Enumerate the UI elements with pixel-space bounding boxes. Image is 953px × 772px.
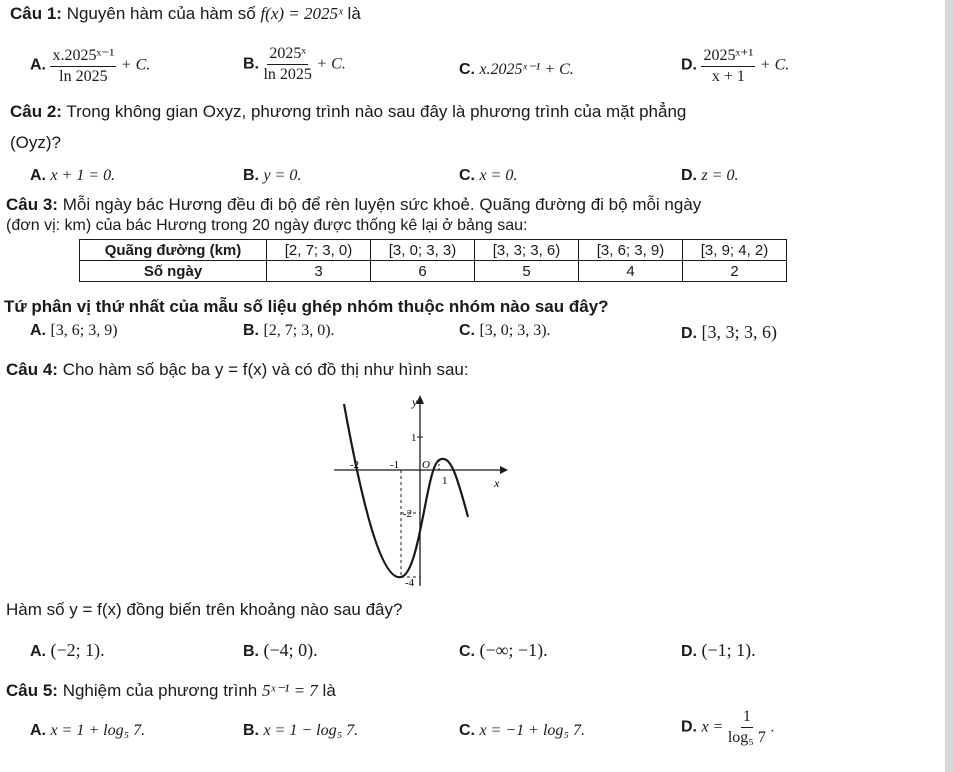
fraction xyxy=(263,45,311,84)
option-tail: + C. xyxy=(120,56,151,74)
option-expr: [3, 3; 3, 6) xyxy=(701,322,777,342)
q1-option-b[interactable] xyxy=(243,45,346,84)
option-letter: C. xyxy=(459,643,475,660)
cubic-curve xyxy=(344,404,468,577)
q5-option-d[interactable] xyxy=(681,708,775,747)
q5-tail: là xyxy=(322,681,336,700)
frequency-table xyxy=(79,239,787,282)
option-letter: A. xyxy=(30,56,46,74)
option-letter: C. xyxy=(459,322,475,339)
q1-text: Nguyên hàm của hàm số xyxy=(66,4,256,23)
denominator: ln 2025 xyxy=(59,68,108,85)
table-cell: [3, 3; 3, 6) xyxy=(475,240,579,261)
page-edge-shadow xyxy=(945,0,953,772)
q1-stem xyxy=(10,4,361,24)
option-expr: x = 0. xyxy=(479,167,518,184)
option-expr: x.2025ˣ⁻¹ + C. xyxy=(479,61,574,78)
q5-stem xyxy=(6,681,336,701)
option-letter: A. xyxy=(30,643,46,660)
option-expr: x = 1 − log₅ 7. xyxy=(263,722,359,739)
option-expr: x = 1 + log₅ 7. xyxy=(50,722,146,739)
table-cell: 3 xyxy=(267,261,371,282)
q1-option-c[interactable] xyxy=(459,59,574,79)
table-cell: [2, 7; 3, 0) xyxy=(267,240,371,261)
q3-label: Câu 3: xyxy=(6,195,58,214)
q4-option-d[interactable] xyxy=(681,640,756,661)
option-letter: D. xyxy=(681,718,697,736)
q4-text: Cho hàm số bậc ba y = f(x) và có đồ thị như hình sau: xyxy=(62,360,469,379)
q1-label: Câu 1: xyxy=(10,4,62,23)
q3-question: Tứ phân vị thứ nhất của mẫu số liệu ghép nhóm thuộc nhóm nào sau đây? xyxy=(4,297,609,316)
q5-option-c[interactable] xyxy=(459,722,585,740)
q2-option-d[interactable] xyxy=(681,167,738,185)
fraction xyxy=(50,45,116,86)
table-row xyxy=(80,261,787,282)
option-expr: [3, 6; 3, 9) xyxy=(50,322,118,339)
numerator: 1 xyxy=(741,708,753,728)
q1-option-d[interactable] xyxy=(681,45,789,86)
option-expr: z = 0. xyxy=(701,167,739,184)
function-graph xyxy=(330,392,510,592)
q4-option-c[interactable] xyxy=(459,640,548,661)
denominator: log₅ 7 xyxy=(727,729,766,746)
table-row xyxy=(80,240,787,261)
table-cell: [3, 6; 3, 9) xyxy=(579,240,683,261)
y-axis-label: y xyxy=(412,395,418,409)
q5-text: Nghiệm của phương trình xyxy=(62,681,258,700)
option-tail: + C. xyxy=(759,56,790,74)
q5-label: Câu 5: xyxy=(6,681,58,700)
table-cell: 6 xyxy=(371,261,475,282)
q5-option-b[interactable] xyxy=(243,722,358,740)
q2-line2: (Oyz)? xyxy=(10,133,61,152)
q3-option-a[interactable] xyxy=(30,322,118,340)
option-letter: A. xyxy=(30,167,46,184)
q3-option-d[interactable] xyxy=(681,322,777,343)
q4-option-a[interactable] xyxy=(30,640,105,661)
table-cell: [3, 0; 3, 3) xyxy=(371,240,475,261)
x-tick-label: -2 xyxy=(350,459,360,471)
q2-option-a[interactable] xyxy=(30,167,115,185)
q2-stem xyxy=(10,102,686,122)
q4-option-b[interactable] xyxy=(243,640,318,661)
option-letter: B. xyxy=(243,322,259,339)
q3-line1: Mỗi ngày bác Hương đều đi bộ để rèn luyện sức khoẻ. Quãng đường đi bộ mỗi ngày xyxy=(62,195,702,214)
x-axis-label: x xyxy=(494,476,500,490)
x-tick-label: 1 xyxy=(442,475,448,487)
q2-option-b[interactable] xyxy=(243,167,301,185)
option-expr: [3, 0; 3, 3). xyxy=(479,322,551,339)
option-letter: B. xyxy=(243,167,259,184)
option-letter: C. xyxy=(459,167,475,184)
q2-line1: Trong không gian Oxyz, phương trình nào sau đây là phương trình của mặt phẳng xyxy=(66,102,687,121)
q2-label: Câu 2: xyxy=(10,102,62,121)
table-header-days: Số ngày xyxy=(80,261,267,282)
table-cell: 5 xyxy=(475,261,579,282)
q4-label: Câu 4: xyxy=(6,360,58,379)
denominator: ln 2025 xyxy=(263,66,312,83)
option-letter: A. xyxy=(30,322,46,339)
option-letter: A. xyxy=(30,722,46,739)
table-cell: 2 xyxy=(683,261,787,282)
q3-line2: (đơn vị: km) của bác Hương trong 20 ngày được thống kê lại ở bảng sau: xyxy=(6,217,528,234)
q3-option-b[interactable] xyxy=(243,322,335,340)
option-expr: (−∞; −1). xyxy=(479,640,548,660)
numerator: 2025ˣ xyxy=(267,45,308,65)
option-expr: (−2; 1). xyxy=(50,640,105,660)
option-letter: D. xyxy=(681,643,697,660)
option-letter: C. xyxy=(459,722,475,739)
q2-option-c[interactable] xyxy=(459,167,517,185)
denominator: x + 1 xyxy=(711,68,745,85)
origin-label: O xyxy=(422,459,430,471)
q1-func: f(x) = 2025ˣ xyxy=(260,4,343,23)
numerator: x.2025ˣ⁻¹ xyxy=(50,45,116,67)
q4-stem xyxy=(6,360,469,380)
q5-option-a[interactable] xyxy=(30,722,145,740)
q1-option-a[interactable] xyxy=(30,45,150,86)
option-expr: (−1; 1). xyxy=(701,640,756,660)
option-letter: D. xyxy=(681,56,697,74)
table-cell: 4 xyxy=(579,261,683,282)
q5-equation: 5ˣ⁻¹ = 7 xyxy=(261,681,318,700)
option-expr: [2, 7; 3, 0). xyxy=(263,322,335,339)
option-tail: + C. xyxy=(316,55,346,73)
option-letter: B. xyxy=(243,643,259,660)
option-letter: B. xyxy=(243,55,259,73)
y-tick-label: -2 xyxy=(403,508,413,520)
fraction xyxy=(701,45,755,86)
x-tick-label: -1 xyxy=(390,459,400,471)
option-expr: (−4; 0). xyxy=(263,640,318,660)
q4-question: Hàm số y = f(x) đồng biến trên khoảng nào sau đây? xyxy=(6,600,403,619)
q3-stem xyxy=(6,195,701,215)
option-letter: D. xyxy=(681,325,697,342)
option-tail: . xyxy=(770,718,775,736)
y-tick-label: -4 xyxy=(405,577,415,589)
option-letter: D. xyxy=(681,167,697,184)
q1-tail: là xyxy=(347,4,361,23)
q3-option-c[interactable] xyxy=(459,322,551,340)
table-header-distance: Quãng đường (km) xyxy=(80,240,267,261)
table-cell: [3, 9; 4, 2) xyxy=(683,240,787,261)
y-tick-label: 1 xyxy=(411,432,417,444)
x-axis-arrow xyxy=(500,466,508,474)
fraction xyxy=(728,708,766,747)
option-letter: B. xyxy=(243,722,259,739)
option-expr: y = 0. xyxy=(263,167,302,184)
numerator: 2025ˣ⁺¹ xyxy=(701,45,755,67)
option-letter: C. xyxy=(459,61,475,78)
option-lhs: x = xyxy=(701,718,724,736)
option-expr: x + 1 = 0. xyxy=(50,167,116,184)
option-expr: x = −1 + log₅ 7. xyxy=(479,722,585,739)
